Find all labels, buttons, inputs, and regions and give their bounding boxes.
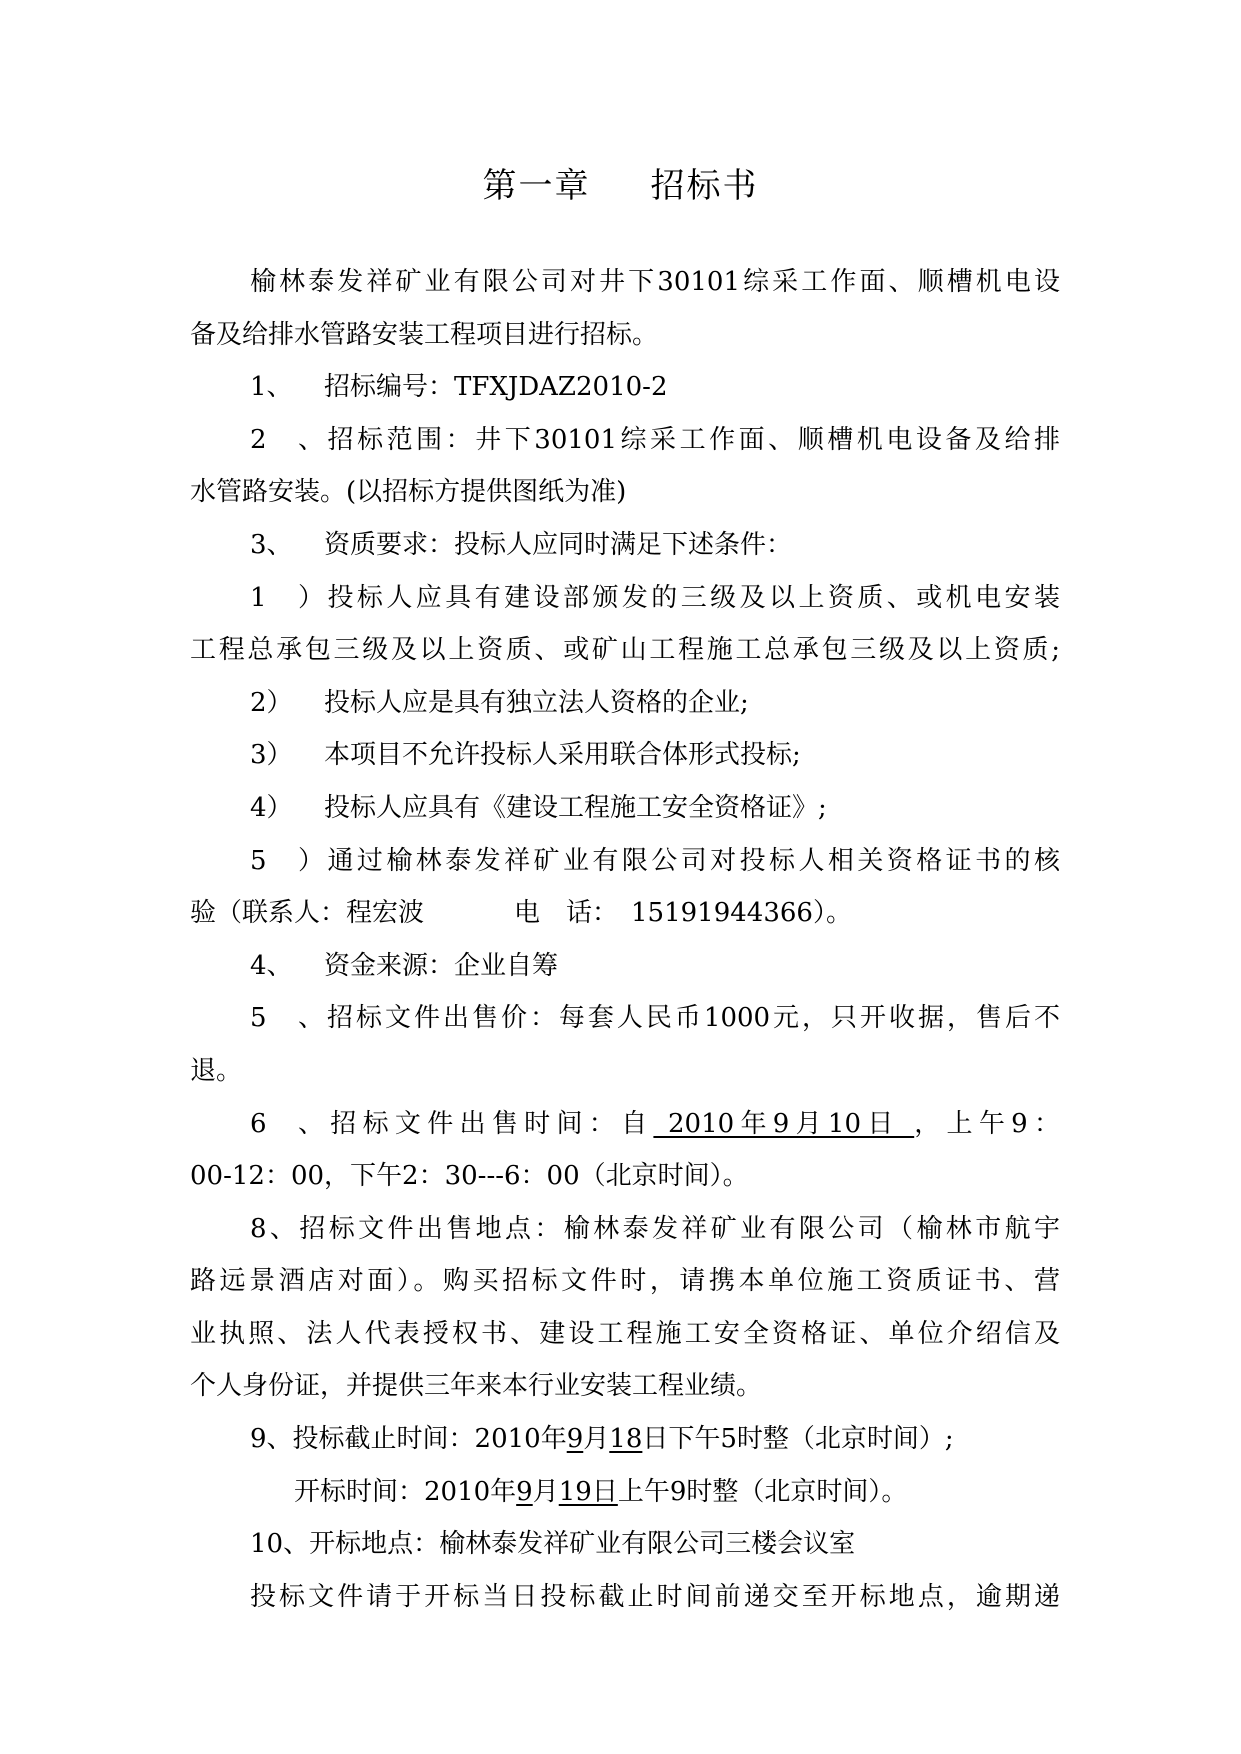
- item-8-cont: 路远景酒店对面）。购买招标文件时，请携本单位施工资质证书、营: [190, 1266, 1060, 1297]
- item-6-cont: 00-12：00，下午2：30---6：00（北京时间）。: [190, 1161, 749, 1192]
- chapter-label: 第一章: [482, 166, 591, 206]
- sub-item-5-cont: 验（联系人：程宏波 电 话： 15191944366）。: [190, 898, 852, 929]
- document-body: [190, 256, 1060, 1623]
- item-6: 6、招标文件出售时间：自 2010年9月10日 ，上午9：: [250, 1108, 1060, 1139]
- sub-item-2: 2） 投标人应是具有独立法人资格的企业;: [250, 687, 749, 718]
- item-2: 2、招标范围：井下30101综采工作面、顺槽机电设备及给排: [250, 424, 1060, 455]
- item-8-cont: 业执照、法人代表授权书、建设工程施工安全资格证、单位介绍信及: [190, 1318, 1060, 1349]
- item-4: 4、 资金来源：企业自筹: [250, 950, 559, 981]
- sub-item-4: 4） 投标人应具有《建设工程施工安全资格证》;: [250, 792, 827, 823]
- page-title: [0, 158, 1241, 207]
- sub-item-3: 3） 本项目不允许投标人采用联合体形式投标;: [250, 740, 801, 771]
- sub-item-1: 1）投标人应具有建设部颁发的三级及以上资质、或机电安装: [250, 582, 1060, 613]
- item-9: 9、投标截止时间：2010年9月18日下午5时整（北京时间）;: [250, 1424, 954, 1455]
- chapter-title: 招标书: [650, 166, 759, 206]
- item-5: 5、招标文件出售价：每套人民币1000元，只开收据，售后不: [250, 1003, 1060, 1034]
- item-8: 8、招标文件出售地点：榆林泰发祥矿业有限公司（榆林市航宇: [250, 1213, 1060, 1244]
- item-3: 3、 资质要求：投标人应同时满足下述条件：: [250, 529, 793, 560]
- intro-line: 榆林泰发祥矿业有限公司对井下30101综采工作面、顺槽机电设: [250, 267, 1060, 297]
- sub-item-5: 5）通过榆林泰发祥矿业有限公司对投标人相关资格证书的核: [250, 845, 1060, 876]
- final-paragraph: 投标文件请于开标当日投标截止时间前递交至开标地点，逾期递: [250, 1581, 1060, 1612]
- item-2-cont: 水管路安装。(以招标方提供图纸为准): [190, 477, 627, 508]
- sub-item-1-cont: 工程总承包三级及以上资质、或矿山工程施工总承包三级及以上资质;: [190, 635, 1060, 666]
- opening-time: 开标时间：2010年9月19日上午9时整（北京时间）。: [294, 1476, 908, 1507]
- item-8-cont: 个人身份证，并提供三年来本行业安装工程业绩。: [190, 1371, 763, 1402]
- item-5-cont: 退。: [190, 1055, 243, 1086]
- intro-line: 备及给排水管路安装工程项目进行招标。: [190, 319, 659, 350]
- sale-date: 2010年9月10日: [653, 1108, 915, 1139]
- item-1: 1、 招标编号：TFXJDAZ2010-2: [250, 372, 668, 403]
- item-10: 10、开标地点：榆林泰发祥矿业有限公司三楼会议室: [250, 1529, 856, 1560]
